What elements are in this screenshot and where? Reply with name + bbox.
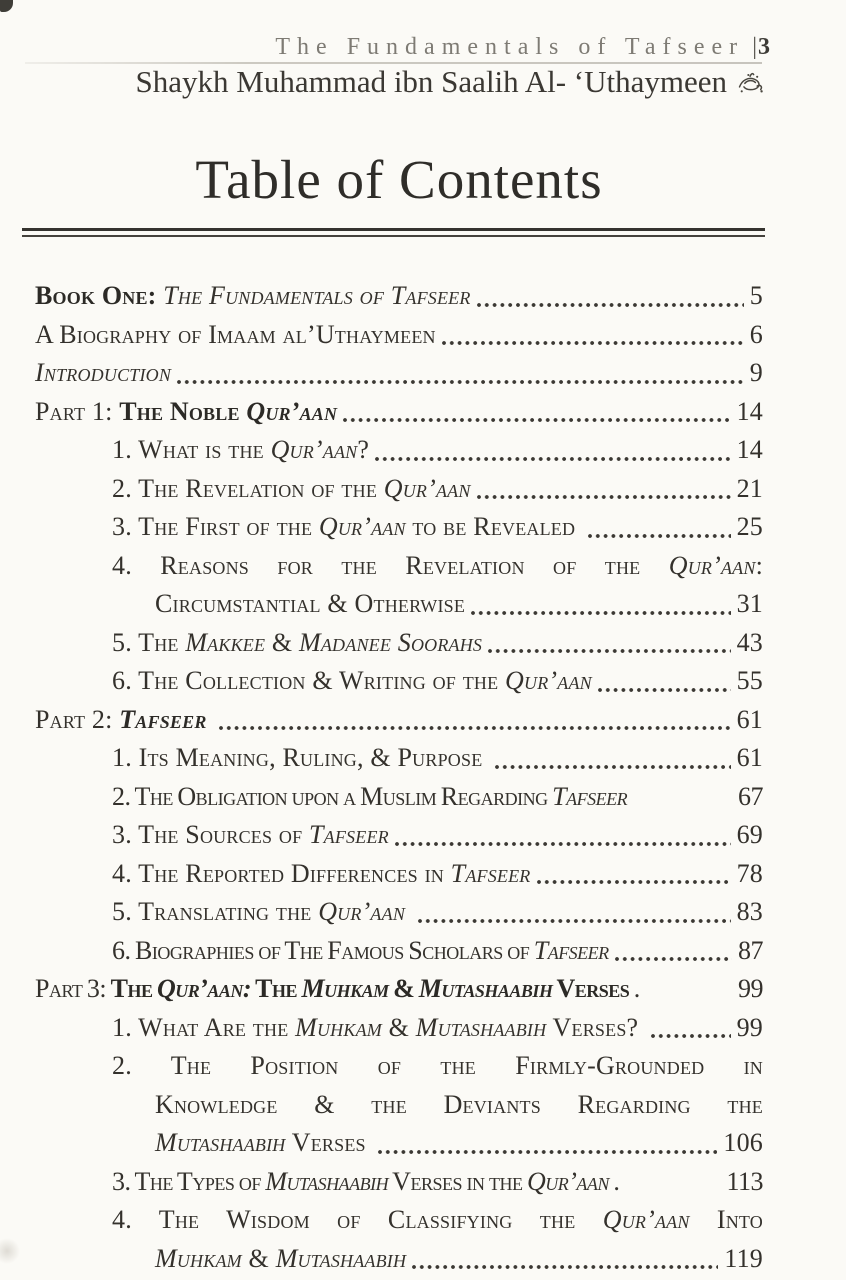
toc-text: Part 2: [35, 704, 120, 734]
toc-entry-part1-item-3 [35, 508, 763, 547]
toc-text: Tafseer [450, 858, 531, 888]
dot-leader [537, 879, 731, 885]
author-line [136, 64, 766, 100]
toc-page-number: 31 [736, 589, 763, 618]
toc-text: Book One: [35, 281, 164, 310]
dot-leader [615, 956, 732, 962]
header-separator-bar: | [752, 34, 758, 60]
title-divider-rule [22, 228, 765, 237]
toc-page-number: 61 [736, 704, 763, 734]
toc-text: Qur’aan [246, 396, 338, 426]
toc-entry-part2-item-4 [35, 855, 763, 894]
toc-text: The [251, 974, 302, 1003]
toc-text: 1. What Are the [112, 1012, 296, 1042]
toc-entry-part1-item-6 [35, 662, 763, 701]
toc-entry-part2-item-2 [35, 778, 763, 817]
toc-entry-part-3 [35, 970, 763, 1009]
toc-text: 1. Its Meaning, Ruling, & Purpose [112, 743, 490, 772]
toc-text: Tafseer [533, 935, 609, 965]
toc-entry-part2-item-5 [35, 893, 763, 932]
toc-list [35, 277, 763, 1278]
toc-text: Introduction [35, 358, 172, 387]
toc-text: A Biography of Imaam al’Uthaymeen [35, 319, 436, 349]
author-name: Shaykh Muhammad ibn Saalih Al- ‘Uthaymeen [135, 64, 727, 99]
dot-leader [378, 1149, 717, 1155]
toc-text: 6. The Collection & Writing of the [112, 666, 506, 695]
toc-text: 5. Translating the [112, 897, 319, 926]
toc-entry-biography [35, 316, 763, 355]
toc-page-number: 113 [726, 1166, 763, 1196]
toc-text: 4. The Reported Differences in [112, 858, 451, 888]
toc-entry-part-2 [35, 701, 763, 740]
toc-text: 1. What is the [112, 435, 271, 464]
toc-page-number: 5 [749, 281, 763, 310]
rahimahullah-calligraphy-icon [736, 69, 766, 96]
dot-leader [588, 533, 731, 539]
toc-text: Verses in the [388, 1166, 527, 1196]
toc-text: Qur’aan [318, 512, 406, 541]
toc-text: Tafseer [552, 781, 628, 811]
toc-entry-part3-item-2 [35, 1086, 763, 1125]
toc-text: Mutashaabih [155, 1128, 286, 1157]
toc-text: Madanee Soorahs [299, 627, 483, 657]
toc-text [405, 893, 412, 932]
toc-text: 6. Biographies of The Famous Scholars of [112, 935, 534, 965]
toc-text: 3. The Types of [112, 1166, 266, 1196]
dot-leader [412, 1264, 718, 1270]
dot-leader [598, 687, 731, 693]
toc-text: 4. The Wisdom of Classifying the [112, 1205, 603, 1234]
toc-page-number: 99 [736, 1012, 763, 1042]
toc-text: Verses [552, 974, 630, 1003]
toc-text: Circumstantial & Otherwise [155, 589, 466, 618]
toc-text: Qur’aan [526, 1166, 609, 1196]
toc-text: Mutashaabih [265, 1166, 389, 1196]
dot-leader [488, 648, 730, 654]
toc-text: Verses? [546, 1012, 645, 1042]
toc-text: Qur’aan [383, 473, 471, 503]
toc-text: & [265, 627, 299, 657]
toc-text: 2. The Position of the Firmly-Grounded in [112, 1051, 763, 1080]
toc-entry-part2-item-3 [35, 816, 763, 855]
dot-leader [471, 610, 731, 616]
toc-text: The Fundamentals of Tafseer [163, 281, 471, 310]
toc-page-number: 25 [736, 512, 763, 541]
toc-text: Verses [285, 1128, 373, 1157]
toc-entry-part3-item-3 [35, 1163, 763, 1202]
toc-text: Qur’aan [668, 550, 756, 580]
toc-page-number: 14 [736, 435, 763, 464]
toc-page-number: 55 [736, 666, 763, 695]
toc-text: & [388, 974, 419, 1003]
dot-leader [177, 379, 744, 385]
toc-page-number: 14 [736, 396, 763, 426]
toc-text: Tafseer [119, 704, 207, 734]
toc-page-number: 69 [736, 820, 763, 849]
toc-text: Tafseer [309, 820, 389, 849]
toc-text: Mutashaabih [415, 1012, 547, 1042]
toc-entry-book-one [35, 277, 763, 316]
toc-entry-part1-item-4 [35, 585, 763, 624]
toc-text: & [381, 1012, 416, 1042]
toc-text: Qur’aan: [156, 974, 252, 1003]
running-header [275, 34, 770, 61]
toc-text: Part 1: [35, 396, 120, 426]
dot-leader [343, 417, 730, 423]
toc-entry-part1-item-4 [35, 547, 763, 586]
toc-text: 2. The Revelation of the [112, 473, 384, 503]
toc-text: Qur’aan [505, 666, 592, 695]
toc-page-number: 9 [749, 358, 763, 387]
dot-leader [651, 1033, 731, 1039]
toc-text: 3. The Sources of [112, 820, 309, 849]
toc-text [207, 701, 214, 740]
toc-page-number: 6 [749, 319, 763, 349]
toc-text: & [241, 1243, 276, 1273]
dot-leader [495, 764, 730, 770]
dot-leader [477, 494, 731, 500]
toc-entry-part1-item-5 [35, 624, 763, 663]
dot-leader [477, 302, 744, 308]
page-title: Table of Contents [195, 149, 603, 210]
toc-text: 4. Reasons for the Revelation of the [112, 550, 669, 580]
dot-leader [219, 725, 730, 731]
toc-text: : [755, 550, 763, 580]
dot-leader [395, 841, 731, 847]
toc-text: The [110, 974, 157, 1003]
toc-entry-part1-item-1 [35, 431, 763, 470]
toc-entry-part3-item-2 [35, 1124, 763, 1163]
scan-artifact-left-edge [0, 1238, 20, 1264]
toc-text: The Noble [119, 396, 247, 426]
toc-page-number: 43 [736, 627, 763, 657]
toc-text: 2. The Obligation upon a Muslim Regarding [112, 781, 553, 811]
toc-text: Part 3: [35, 974, 111, 1003]
toc-text: ? [357, 435, 370, 464]
dot-leader [442, 340, 744, 346]
toc-entry-part2-item-1 [35, 739, 763, 778]
toc-text: Makkee [185, 627, 266, 657]
toc-page-number: 106 [723, 1128, 763, 1157]
toc-text: Muhkam [155, 1243, 242, 1273]
toc-entry-introduction [35, 354, 763, 393]
toc-entry-part3-item-4 [35, 1240, 763, 1279]
toc-page-number: 83 [736, 897, 763, 926]
toc-text: Qur’aan [602, 1205, 690, 1234]
toc-text: Mutashaabih [275, 1243, 407, 1273]
toc-page-number: 61 [736, 743, 763, 772]
toc-entry-part3-item-2 [35, 1047, 763, 1086]
dot-leader [418, 918, 731, 924]
scan-artifact-top-left [0, 0, 13, 12]
header-page-number: 3 [758, 34, 770, 60]
toc-text: Into [689, 1205, 764, 1234]
toc-text: Qur’aan [318, 897, 406, 926]
toc-page-number: 99 [738, 974, 763, 1003]
toc-entry-part-1 [35, 393, 763, 432]
toc-text: . [629, 974, 645, 1003]
toc-text: Muhkam [301, 974, 389, 1003]
toc-entry-part2-item-6 [35, 932, 763, 971]
dot-leader [375, 456, 730, 462]
toc-text: 3. The First of the [112, 512, 319, 541]
toc-entry-part3-item-1 [35, 1009, 763, 1048]
toc-text: Qur’aan [270, 435, 358, 464]
toc-text: . [608, 1166, 624, 1196]
toc-text: Mutashaabih [418, 974, 553, 1003]
toc-page-number: 78 [736, 858, 763, 888]
toc-text: Muhkam [295, 1012, 382, 1042]
toc-page-number: 87 [738, 935, 763, 965]
toc-text: Knowledge & the Deviants Regarding the [155, 1089, 763, 1119]
toc-entry-part1-item-2 [35, 470, 763, 509]
running-title: The Fundamentals of Tafseer [275, 34, 745, 60]
toc-page-number: 67 [738, 781, 763, 811]
toc-entry-part3-item-4 [35, 1201, 763, 1240]
toc-text: to be Revealed [405, 512, 582, 541]
toc-text: 5. The [112, 627, 186, 657]
toc-page-number: 119 [724, 1243, 763, 1273]
toc-page-number: 21 [736, 473, 763, 503]
